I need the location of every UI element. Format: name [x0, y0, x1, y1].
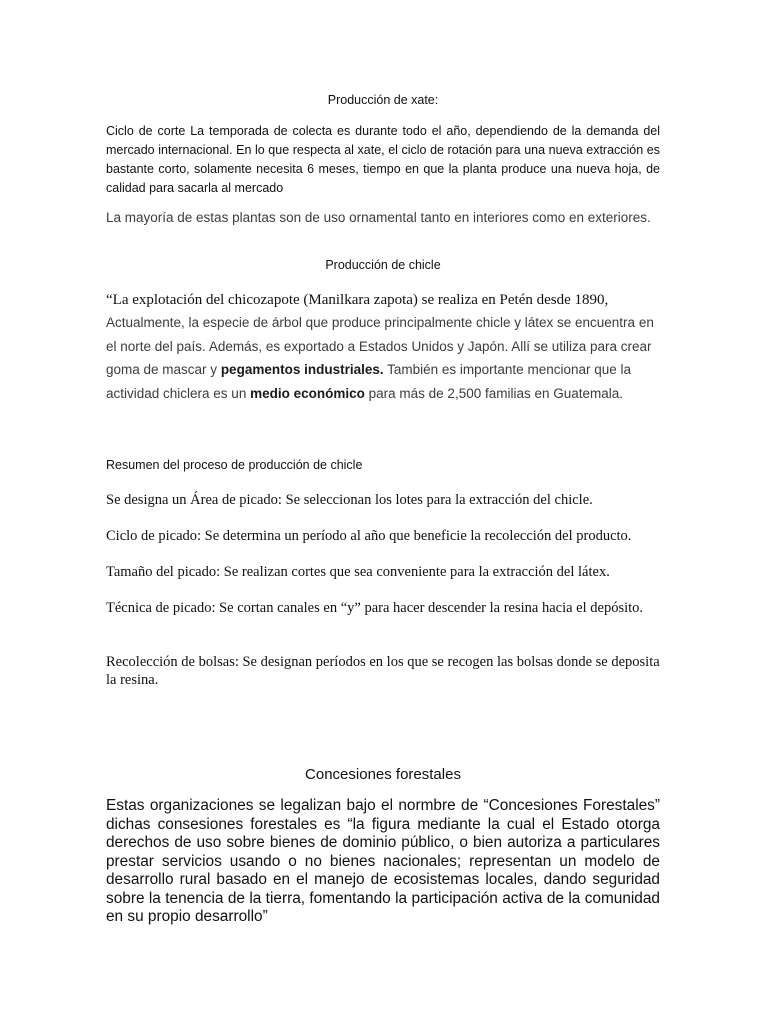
concessions-paragraph: Estas organizaciones se legalizan bajo el normbre de “Concesiones Forestales” dichas consesiones forestales es “la figura mediante la cual el Estado otorga derechos de uso sobre bienes de dominio público, o bien autoriza a particulares prestar servicios usando o no bienes nacionales; representan un modelo de desarrollo rural basado en el manejo de ecosistemas locales, dando seguridad sobre la tenencia de la tierra, fomentando la participación activa de la comunidad en su propio desarrollo”	[106, 797, 660, 925]
xate-heading: Producción de xate:	[327, 93, 439, 107]
chicle-bold-industrial-glues: pegamentos industriales.	[220, 362, 384, 377]
chicle-bold-economic-means: medio económico	[250, 385, 365, 401]
chicle-paragraph	[106, 290, 660, 405]
summary-heading: Resumen del proceso de producción de chicle	[106, 458, 363, 472]
chicle-text-2: También es importante mencionar que la actividad chiclera es un	[106, 362, 632, 401]
xate-paragraph: Ciclo de corte La temporada de colecta es durante todo el año, dependiendo de la demanda del mercado internacional. En lo que respecta al xate, el ciclo de rotación para una nueva extracción es bastante corto, solamente necesita 6 meses, tiempo en que la planta produce una nueva hoja, de calidad para sacarla al mercado	[106, 124, 660, 195]
concessions-heading: Concesiones forestales	[305, 766, 461, 783]
chicle-heading: Producción de chicle	[325, 258, 441, 272]
chicle-text-1: Actualmente, la especie de árbol que produce principalmente chicle y látex se encuentra en el norte del país. Además, es exportado a Estados Unidos y Japón. Allí se utiliza para crear goma de mascar y	[106, 315, 654, 377]
summary-item: Se designa un Área de picado: Se seleccionan los lotes para la extracción del chicle.	[106, 492, 593, 508]
chicle-text-3: para más de 2,500 familias en Guatemala.	[368, 385, 624, 401]
summary-item: Técnica de picado: Se cortan canales en “y” para hacer descender la resina hacia el depósito.	[106, 600, 644, 616]
xate-ornamental-paragraph: La mayoría de estas plantas son de uso ornamental tanto en interiores como en exteriores.	[106, 210, 651, 225]
summary-item: Tamaño del picado: Se realizan cortes que sea conveniente para la extracción del látex.	[106, 564, 610, 580]
chicle-quote: “La explotación del chicozapote (Manilkara zapota) se realiza en Petén desde 1890,	[106, 292, 609, 308]
summary-item: Recolección de bolsas: Se designan períodos en los que se recogen las bolsas donde se deposita la resina.	[106, 654, 660, 688]
summary-item: Ciclo de picado: Se determina un período al año que beneficie la recolección del producto.	[106, 528, 632, 544]
